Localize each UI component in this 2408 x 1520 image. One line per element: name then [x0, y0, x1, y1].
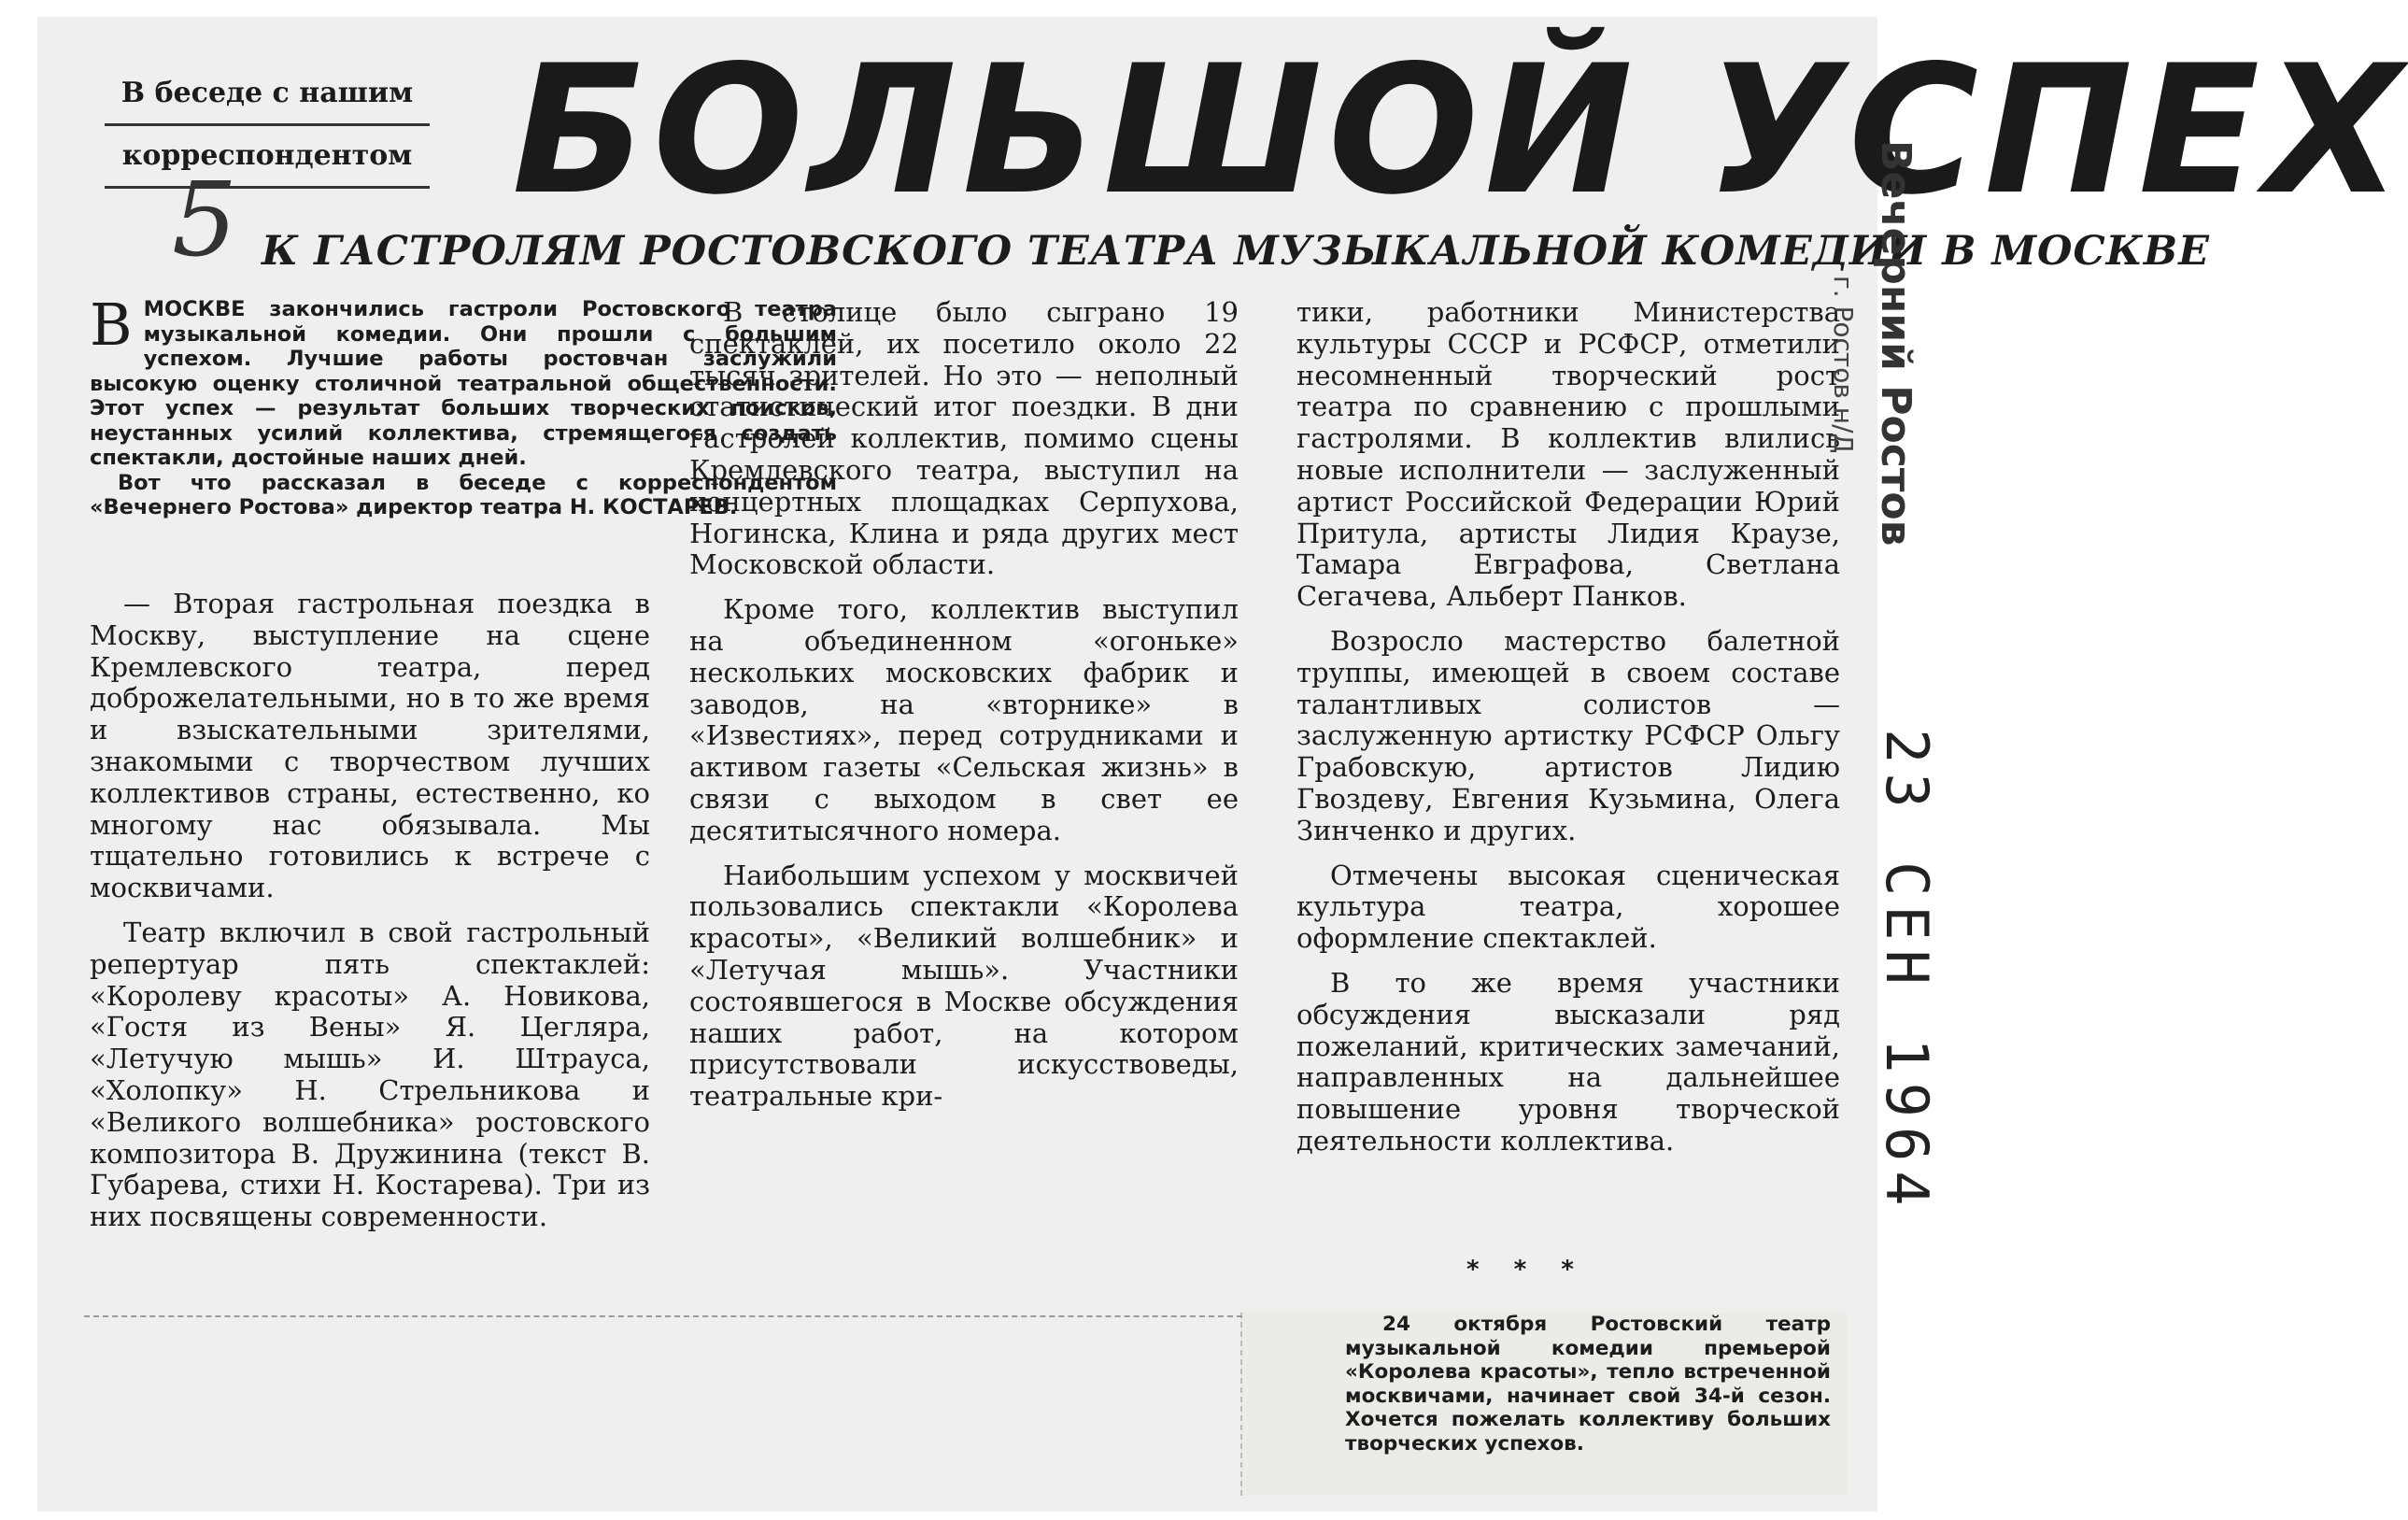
- kicker-line-1: В беседе с нашим: [105, 64, 430, 126]
- column3-paragraph-4: В то же время участники обсуждения высказали ряд пожеланий, критических замечаний, направленных на дальнейшее повышение уровня творческой деятельности коллектива.: [1296, 966, 1840, 1157]
- section-separator: * * *: [1466, 1256, 1587, 1284]
- footnote: [1345, 1313, 1831, 1456]
- column3-paragraph-3: Отмечены высокая сценическая культура театра, хорошее оформление спектаклей.: [1296, 859, 1840, 955]
- kicker-line-2: корреспондентом: [105, 126, 430, 189]
- date-stamp: 23 СЕН 1964: [1873, 729, 1941, 1215]
- column2-paragraph-1: В столице было сыграно 19 спектаклей, их посетило около 22 тысяч зрителей. Но это — неполный статистический итог поездки. В дни гастролей коллектив, помимо сцены Кремлевского театра, выступил на концертных площадках Серпухова, Ногинска, Клина и ряда других мест Московской области.: [689, 296, 1239, 581]
- drop-cap: В: [90, 291, 133, 359]
- subheadline: К ГАСТРОЛЯМ РОСТОВСКОГО ТЕАТРА МУЗЫКАЛЬНОЙ КОМЕДИИ В МОСКВЕ: [262, 228, 2210, 275]
- column1-paragraph-1: — Вторая гастрольная поездка в Москву, выступление на сцене Кремлевского театра, перед доброжелательными, но в то же время и взыскательными зрителями, знакомыми с творчеством лучших коллективов страны, естественно, ко многому нас обязывала. Мы тщательно готовились к встрече с москвичами.: [90, 588, 650, 904]
- kicker: [105, 64, 430, 189]
- article-column-3: [1296, 297, 1840, 1171]
- newspaper-name: Вечерний Ростов: [1872, 140, 1919, 547]
- headline: БОЛЬШОЙ УСПЕХ: [512, 27, 2408, 234]
- handwritten-mark: 5: [172, 160, 237, 279]
- article-column-1: [90, 589, 650, 1246]
- column2-paragraph-2: Кроме того, коллектив выступил на объединенном «огоньке» нескольких московских фабрик и заводов, на «вторнике» в «Известиях», перед сотрудниками и активом газеты «Сельская жизнь» в связи с выходом в свет ее десятитысячного номера.: [689, 593, 1239, 846]
- article-column-2: [689, 297, 1239, 1126]
- column2-paragraph-3: Наибольшим успехом у москвичей пользовались спектакли «Королева красоты», «Великий волшебник» и «Летучая мышь». Участники состоявшегося в Москве обсуждения наших работ, на котором присутствовали искусствоведы, театральные кри-: [689, 859, 1239, 1113]
- footnote-text: 24 октября Ростовский театр музыкальной комедии премьерой «Королева красоты», тепло встреченной москвичами, начинает свой 34-й сезон. Хочется пожелать коллективу больших творческих успехов.: [1345, 1313, 1831, 1456]
- cut-line: [84, 1315, 1242, 1317]
- column3-paragraph-1: тики, работники Министерства культуры СССР и РСФСР, отметили несомненный творческий рост театра по сравнению с прошлыми гастролями. В коллектив влились новые исполнители — заслуженный артист Российской Федерации Юрий Притула, артисты Лидия Краузе, Тамара Евграфова, Светлана Сегачева, Альберт Панков.: [1296, 296, 1840, 613]
- lead-text-2: Вот что рассказал в беседе с корреспондентом «Вечернего Ростова» директор театра Н. КОСТАРЕВ.: [90, 470, 837, 519]
- lead-text-1: МОСКВЕ закончились гастроли Ростовского театра музыкальной комедии. Они прошли с большим успехом. Лучшие работы ростовчан заслужили высокую оценку столичной театральной общественности. Этот успех — результат больших творческих поисков, неустанных усилий коллектива, стремящегося создать спектакли, достойные наших дней.: [90, 297, 837, 470]
- column1-paragraph-2: Театр включил в свой гастрольный репертуар пять спектаклей: «Королеву красоты» А. Новикова, «Гостя из Вены» Я. Цегляра, «Летучую мышь» И. Штрауса, «Холопку» Н. Стрельникова и «Великого волшебника» ростовского композитора В. Дружинина (текст В. Губарева, стихи Н. Костарева). Три из них посвящены современности.: [90, 916, 650, 1233]
- column3-paragraph-2: Возросло мастерство балетной труппы, имеющей в своем составе талантливых солистов — заслуженную артистку РСФСР Ольгу Грабовскую, артистов Лидию Гвоздеву, Евгения Кузьмина, Олега Зинченко и других.: [1296, 624, 1840, 846]
- newspaper-city: г. Ростов н/Д: [1828, 276, 1859, 454]
